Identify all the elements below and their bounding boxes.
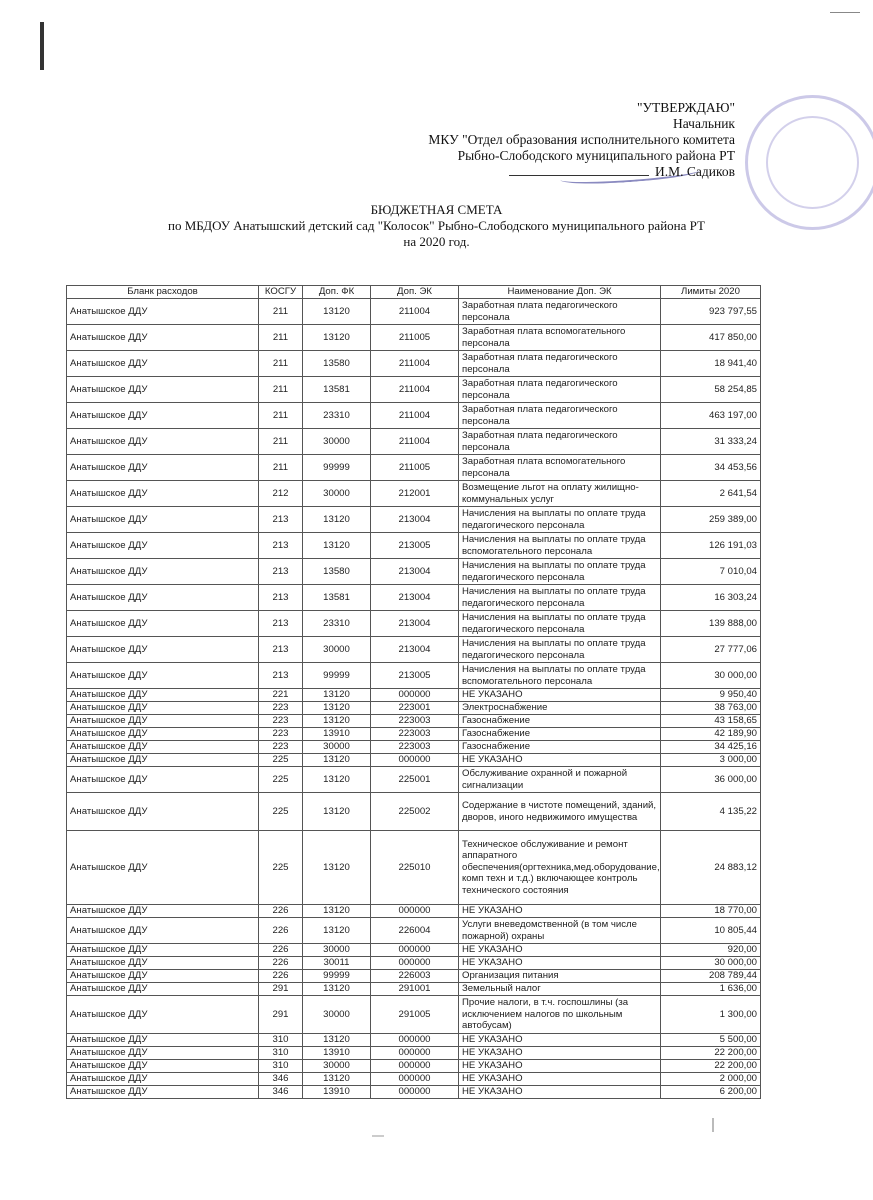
- cell-ek: 000000: [371, 1034, 459, 1047]
- cell-ek: 225002: [371, 793, 459, 831]
- table-row: [67, 831, 761, 905]
- cell-kosgu: 291: [259, 983, 303, 996]
- scan-artifact: [830, 12, 860, 13]
- cell-kosgu: 291: [259, 996, 303, 1034]
- cell-kosgu: 213: [259, 611, 303, 637]
- cell-expense-form: Анатышское ДДУ: [67, 689, 259, 702]
- header-expense-form: Бланк расходов: [67, 286, 259, 299]
- approval-position: Начальник: [672, 116, 735, 131]
- cell-expense-form: Анатышское ДДУ: [67, 611, 259, 637]
- cell-expense-form: Анатышское ДДУ: [67, 481, 259, 507]
- table-row: [67, 533, 761, 559]
- table-row: [67, 611, 761, 637]
- cell-ek: 291005: [371, 996, 459, 1034]
- document-subtitle: по МБДОУ Анатышский детский сад "Колосок" Рыбно-Слободского муниципального района РТ: [168, 218, 705, 233]
- table-row: [67, 1060, 761, 1073]
- table-row: [67, 754, 761, 767]
- cell-kosgu: 211: [259, 455, 303, 481]
- cell-expense-form: Анатышское ДДУ: [67, 970, 259, 983]
- document-title: БЮДЖЕТНАЯ СМЕТА: [370, 202, 503, 217]
- cell-ek: 211004: [371, 429, 459, 455]
- cell-limit: 27 777,06: [661, 637, 761, 663]
- cell-kosgu: 213: [259, 663, 303, 689]
- cell-ek: 213004: [371, 507, 459, 533]
- cell-fk: 13910: [303, 728, 371, 741]
- cell-limit: 7 010,04: [661, 559, 761, 585]
- cell-kosgu: 226: [259, 970, 303, 983]
- cell-fk: 13120: [303, 507, 371, 533]
- cell-fk: 13120: [303, 689, 371, 702]
- cell-limit: 2 000,00: [661, 1073, 761, 1086]
- cell-ek: 211005: [371, 455, 459, 481]
- cell-expense-form: Анатышское ДДУ: [67, 767, 259, 793]
- header-fk: Доп. ФК: [303, 286, 371, 299]
- cell-kosgu: 213: [259, 559, 303, 585]
- cell-ek-name: Техническое обслуживание и ремонт аппаратного обеспечения(оргтехника,мед.оборудование, комп техн и т.д.) включающее контроль технического состояния: [459, 831, 661, 905]
- cell-limit: 22 200,00: [661, 1060, 761, 1073]
- cell-expense-form: Анатышское ДДУ: [67, 831, 259, 905]
- cell-ek: 213004: [371, 585, 459, 611]
- cell-kosgu: 211: [259, 377, 303, 403]
- cell-limit: 1 636,00: [661, 983, 761, 996]
- cell-fk: 13120: [303, 299, 371, 325]
- cell-limit: 16 303,24: [661, 585, 761, 611]
- cell-ek-name: НЕ УКАЗАНО: [459, 1060, 661, 1073]
- cell-ek-name: Обслуживание охранной и пожарной сигнализации: [459, 767, 661, 793]
- cell-fk: 13581: [303, 585, 371, 611]
- cell-kosgu: 226: [259, 957, 303, 970]
- cell-expense-form: Анатышское ДДУ: [67, 325, 259, 351]
- cell-ek: 225001: [371, 767, 459, 793]
- approval-block: [428, 100, 735, 180]
- cell-kosgu: 211: [259, 351, 303, 377]
- cell-ek: 000000: [371, 1086, 459, 1099]
- cell-limit: 4 135,22: [661, 793, 761, 831]
- cell-kosgu: 310: [259, 1047, 303, 1060]
- cell-kosgu: 213: [259, 637, 303, 663]
- table-row: [67, 996, 761, 1034]
- table-row: [67, 299, 761, 325]
- cell-kosgu: 213: [259, 507, 303, 533]
- header-ek: Доп. ЭК: [371, 286, 459, 299]
- table-row: [67, 481, 761, 507]
- cell-expense-form: Анатышское ДДУ: [67, 715, 259, 728]
- cell-kosgu: 213: [259, 585, 303, 611]
- cell-fk: 13120: [303, 918, 371, 944]
- cell-expense-form: Анатышское ДДУ: [67, 429, 259, 455]
- cell-kosgu: 211: [259, 325, 303, 351]
- cell-expense-form: Анатышское ДДУ: [67, 351, 259, 377]
- cell-expense-form: Анатышское ДДУ: [67, 377, 259, 403]
- cell-expense-form: Анатышское ДДУ: [67, 754, 259, 767]
- cell-ek-name: Заработная плата педагогического персонала: [459, 351, 661, 377]
- cell-limit: 22 200,00: [661, 1047, 761, 1060]
- cell-ek-name: Заработная плата педагогического персонала: [459, 377, 661, 403]
- cell-ek: 211005: [371, 325, 459, 351]
- cell-ek-name: Газоснабжение: [459, 715, 661, 728]
- cell-ek: 213005: [371, 533, 459, 559]
- cell-expense-form: Анатышское ДДУ: [67, 918, 259, 944]
- table-row: [67, 325, 761, 351]
- table-row: [67, 1086, 761, 1099]
- cell-expense-form: Анатышское ДДУ: [67, 455, 259, 481]
- cell-ek-name: Газоснабжение: [459, 728, 661, 741]
- cell-kosgu: 226: [259, 905, 303, 918]
- cell-fk: 30000: [303, 429, 371, 455]
- cell-kosgu: 211: [259, 403, 303, 429]
- cell-ek-name: Услуги вневедомственной (в том числе пожарной) охраны: [459, 918, 661, 944]
- cell-fk: 13580: [303, 559, 371, 585]
- cell-kosgu: 223: [259, 702, 303, 715]
- table-row: [67, 728, 761, 741]
- cell-fk: 23310: [303, 403, 371, 429]
- header-ek-name: Наименование Доп. ЭК: [459, 286, 661, 299]
- cell-limit: 36 000,00: [661, 767, 761, 793]
- cell-fk: 13120: [303, 1073, 371, 1086]
- table-row: [67, 918, 761, 944]
- cell-limit: 1 300,00: [661, 996, 761, 1034]
- cell-limit: 38 763,00: [661, 702, 761, 715]
- cell-fk: 30000: [303, 996, 371, 1034]
- cell-limit: 18 941,40: [661, 351, 761, 377]
- cell-expense-form: Анатышское ДДУ: [67, 793, 259, 831]
- table-row: [67, 905, 761, 918]
- cell-fk: 13581: [303, 377, 371, 403]
- table-row: [67, 741, 761, 754]
- cell-limit: 18 770,00: [661, 905, 761, 918]
- table-row: [67, 689, 761, 702]
- cell-limit: 463 197,00: [661, 403, 761, 429]
- cell-fk: 13120: [303, 831, 371, 905]
- table-row: [67, 970, 761, 983]
- cell-expense-form: Анатышское ДДУ: [67, 728, 259, 741]
- cell-limit: 5 500,00: [661, 1034, 761, 1047]
- cell-ek: 213004: [371, 637, 459, 663]
- cell-expense-form: Анатышское ДДУ: [67, 1086, 259, 1099]
- cell-expense-form: Анатышское ДДУ: [67, 299, 259, 325]
- cell-ek-name: Заработная плата педагогического персонала: [459, 403, 661, 429]
- table-row: [67, 983, 761, 996]
- cell-ek: 213005: [371, 663, 459, 689]
- cell-kosgu: 310: [259, 1034, 303, 1047]
- table-row: [67, 585, 761, 611]
- cell-limit: 923 797,55: [661, 299, 761, 325]
- cell-limit: 139 888,00: [661, 611, 761, 637]
- cell-fk: 13120: [303, 754, 371, 767]
- cell-ek-name: Начисления на выплаты по оплате труда педагогического персонала: [459, 637, 661, 663]
- table-row: [67, 1073, 761, 1086]
- cell-limit: 920,00: [661, 944, 761, 957]
- cell-limit: 24 883,12: [661, 831, 761, 905]
- cell-fk: 13120: [303, 702, 371, 715]
- cell-ek: 226004: [371, 918, 459, 944]
- cell-kosgu: 346: [259, 1073, 303, 1086]
- cell-limit: 31 333,24: [661, 429, 761, 455]
- header-limits: Лимиты 2020: [661, 286, 761, 299]
- cell-kosgu: 225: [259, 754, 303, 767]
- cell-expense-form: Анатышское ДДУ: [67, 741, 259, 754]
- cell-fk: 23310: [303, 611, 371, 637]
- signature-line: [509, 175, 649, 176]
- cell-ek-name: НЕ УКАЗАНО: [459, 1034, 661, 1047]
- cell-fk: 30000: [303, 944, 371, 957]
- approval-signatory: И.М. Садиков: [655, 164, 735, 179]
- cell-fk: 13910: [303, 1086, 371, 1099]
- cell-ek: 223003: [371, 728, 459, 741]
- cell-kosgu: 225: [259, 793, 303, 831]
- cell-limit: 126 191,03: [661, 533, 761, 559]
- cell-limit: 30 000,00: [661, 957, 761, 970]
- cell-ek-name: Газоснабжение: [459, 741, 661, 754]
- cell-expense-form: Анатышское ДДУ: [67, 944, 259, 957]
- header-kosgu: КОСГУ: [259, 286, 303, 299]
- cell-kosgu: 226: [259, 918, 303, 944]
- cell-ek-name: НЕ УКАЗАНО: [459, 905, 661, 918]
- cell-ek-name: Начисления на выплаты по оплате труда педагогического персонала: [459, 559, 661, 585]
- cell-expense-form: Анатышское ДДУ: [67, 702, 259, 715]
- cell-ek-name: НЕ УКАЗАНО: [459, 754, 661, 767]
- approval-org-line2: Рыбно-Слободского муниципального района РТ: [457, 148, 735, 163]
- table-row: [67, 1047, 761, 1060]
- cell-expense-form: Анатышское ДДУ: [67, 507, 259, 533]
- cell-kosgu: 226: [259, 944, 303, 957]
- cell-limit: 208 789,44: [661, 970, 761, 983]
- table-header-row: [67, 286, 761, 299]
- cell-fk: 30000: [303, 637, 371, 663]
- cell-ek: 000000: [371, 905, 459, 918]
- table-row: [67, 429, 761, 455]
- cell-limit: 6 200,00: [661, 1086, 761, 1099]
- cell-kosgu: 211: [259, 429, 303, 455]
- table-row: [67, 957, 761, 970]
- cell-ek-name: Начисления на выплаты по оплате труда вспомогательного персонала: [459, 533, 661, 559]
- cell-expense-form: Анатышское ДДУ: [67, 1047, 259, 1060]
- cell-kosgu: 212: [259, 481, 303, 507]
- cell-ek-name: НЕ УКАЗАНО: [459, 957, 661, 970]
- cell-expense-form: Анатышское ДДУ: [67, 533, 259, 559]
- cell-ek: 223001: [371, 702, 459, 715]
- cell-limit: 10 805,44: [661, 918, 761, 944]
- cell-limit: 34 425,16: [661, 741, 761, 754]
- cell-fk: 13120: [303, 715, 371, 728]
- cell-limit: 9 950,40: [661, 689, 761, 702]
- cell-ek-name: НЕ УКАЗАНО: [459, 1086, 661, 1099]
- approval-heading: "УТВЕРЖДАЮ": [636, 100, 735, 115]
- cell-kosgu: 310: [259, 1060, 303, 1073]
- document-title-block: [0, 202, 873, 250]
- cell-ek-name: Организация питания: [459, 970, 661, 983]
- cell-fk: 30000: [303, 1060, 371, 1073]
- cell-ek: 213004: [371, 559, 459, 585]
- table-row: [67, 455, 761, 481]
- cell-ek-name: НЕ УКАЗАНО: [459, 944, 661, 957]
- cell-limit: 3 000,00: [661, 754, 761, 767]
- cell-ek: 000000: [371, 689, 459, 702]
- cell-ek: 000000: [371, 754, 459, 767]
- table-row: [67, 507, 761, 533]
- cell-ek: 211004: [371, 351, 459, 377]
- cell-fk: 99999: [303, 663, 371, 689]
- cell-ek: 223003: [371, 741, 459, 754]
- cell-fk: 13120: [303, 983, 371, 996]
- cell-ek-name: НЕ УКАЗАНО: [459, 1047, 661, 1060]
- cell-expense-form: Анатышское ДДУ: [67, 1034, 259, 1047]
- scan-artifact: [712, 1118, 714, 1132]
- cell-ek-name: Начисления на выплаты по оплате труда педагогического персонала: [459, 585, 661, 611]
- cell-limit: 34 453,56: [661, 455, 761, 481]
- cell-fk: 13120: [303, 767, 371, 793]
- scan-artifact: [372, 1135, 384, 1137]
- cell-limit: 58 254,85: [661, 377, 761, 403]
- cell-expense-form: Анатышское ДДУ: [67, 983, 259, 996]
- cell-ek: 000000: [371, 1047, 459, 1060]
- table-row: [67, 944, 761, 957]
- scan-artifact: [40, 22, 44, 70]
- cell-kosgu: 223: [259, 715, 303, 728]
- cell-limit: 43 158,65: [661, 715, 761, 728]
- cell-fk: 99999: [303, 455, 371, 481]
- cell-ek-name: Заработная плата педагогического персонала: [459, 299, 661, 325]
- table-row: [67, 663, 761, 689]
- cell-ek-name: Начисления на выплаты по оплате труда вспомогательного персонала: [459, 663, 661, 689]
- cell-kosgu: 225: [259, 767, 303, 793]
- cell-ek-name: Возмещение льгот на оплату жилищно-коммунальных услуг: [459, 481, 661, 507]
- cell-ek: 226003: [371, 970, 459, 983]
- cell-fk: 13910: [303, 1047, 371, 1060]
- cell-limit: 259 389,00: [661, 507, 761, 533]
- table-row: [67, 403, 761, 429]
- table-row: [67, 351, 761, 377]
- cell-expense-form: Анатышское ДДУ: [67, 637, 259, 663]
- document-period: на 2020 год.: [403, 234, 470, 249]
- cell-kosgu: 225: [259, 831, 303, 905]
- cell-kosgu: 221: [259, 689, 303, 702]
- table-row: [67, 793, 761, 831]
- cell-ek-name: Заработная плата педагогического персонала: [459, 429, 661, 455]
- cell-ek: 000000: [371, 944, 459, 957]
- cell-ek-name: Содержание в чистоте помещений, зданий, дворов, иного недвижимого имущества: [459, 793, 661, 831]
- cell-ek: 211004: [371, 299, 459, 325]
- budget-table: [66, 285, 761, 1099]
- cell-ek: 212001: [371, 481, 459, 507]
- cell-ek: 211004: [371, 403, 459, 429]
- cell-ek: 000000: [371, 1073, 459, 1086]
- table-row: [67, 1034, 761, 1047]
- table-row: [67, 559, 761, 585]
- cell-expense-form: Анатышское ДДУ: [67, 1073, 259, 1086]
- cell-ek-name: НЕ УКАЗАНО: [459, 689, 661, 702]
- cell-ek-name: Прочие налоги, в т.ч. госпошлины (за исключением налогов по школьным автобусам): [459, 996, 661, 1034]
- approval-org-line1: МКУ "Отдел образования исполнительного комитета: [428, 132, 735, 147]
- cell-ek: 211004: [371, 377, 459, 403]
- cell-fk: 13580: [303, 351, 371, 377]
- cell-ek: 213004: [371, 611, 459, 637]
- cell-expense-form: Анатышское ДДУ: [67, 663, 259, 689]
- table-row: [67, 767, 761, 793]
- cell-expense-form: Анатышское ДДУ: [67, 905, 259, 918]
- cell-limit: 417 850,00: [661, 325, 761, 351]
- cell-ek: 225010: [371, 831, 459, 905]
- cell-expense-form: Анатышское ДДУ: [67, 559, 259, 585]
- cell-ek-name: Начисления на выплаты по оплате труда педагогического персонала: [459, 611, 661, 637]
- cell-fk: 30000: [303, 741, 371, 754]
- cell-kosgu: 346: [259, 1086, 303, 1099]
- cell-fk: 13120: [303, 793, 371, 831]
- table-row: [67, 637, 761, 663]
- cell-kosgu: 223: [259, 728, 303, 741]
- cell-limit: 2 641,54: [661, 481, 761, 507]
- cell-ek-name: Заработная плата вспомогательного персонала: [459, 455, 661, 481]
- cell-ek-name: Земельный налог: [459, 983, 661, 996]
- cell-ek: 000000: [371, 957, 459, 970]
- cell-ek-name: Заработная плата вспомогательного персонала: [459, 325, 661, 351]
- cell-fk: 13120: [303, 1034, 371, 1047]
- cell-ek-name: Электроснабжение: [459, 702, 661, 715]
- cell-fk: 30000: [303, 481, 371, 507]
- cell-fk: 13120: [303, 533, 371, 559]
- table-row: [67, 702, 761, 715]
- cell-ek: 223003: [371, 715, 459, 728]
- cell-expense-form: Анатышское ДДУ: [67, 1060, 259, 1073]
- table-row: [67, 715, 761, 728]
- cell-kosgu: 223: [259, 741, 303, 754]
- cell-kosgu: 213: [259, 533, 303, 559]
- table-row: [67, 377, 761, 403]
- cell-expense-form: Анатышское ДДУ: [67, 585, 259, 611]
- cell-fk: 13120: [303, 325, 371, 351]
- cell-fk: 99999: [303, 970, 371, 983]
- cell-fk: 30011: [303, 957, 371, 970]
- cell-ek: 291001: [371, 983, 459, 996]
- cell-ek-name: НЕ УКАЗАНО: [459, 1073, 661, 1086]
- cell-fk: 13120: [303, 905, 371, 918]
- cell-limit: 30 000,00: [661, 663, 761, 689]
- cell-kosgu: 211: [259, 299, 303, 325]
- cell-ek-name: Начисления на выплаты по оплате труда педагогического персонала: [459, 507, 661, 533]
- cell-expense-form: Анатышское ДДУ: [67, 957, 259, 970]
- cell-limit: 42 189,90: [661, 728, 761, 741]
- cell-expense-form: Анатышское ДДУ: [67, 996, 259, 1034]
- cell-expense-form: Анатышское ДДУ: [67, 403, 259, 429]
- cell-ek: 000000: [371, 1060, 459, 1073]
